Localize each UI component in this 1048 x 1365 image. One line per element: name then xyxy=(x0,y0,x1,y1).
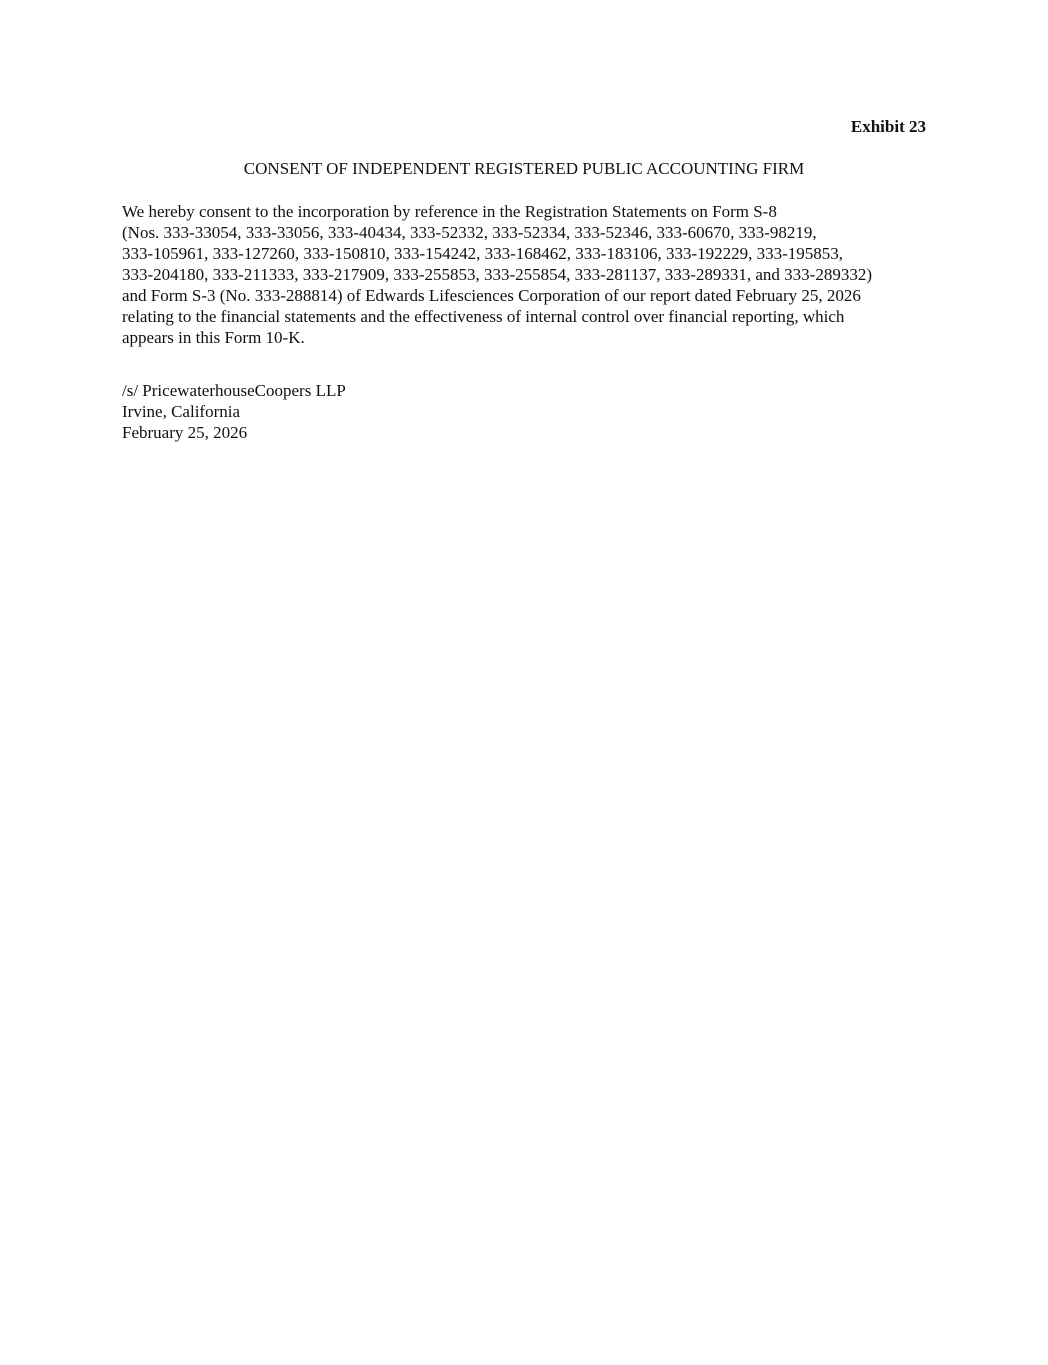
paragraph-line: 333-204180, 333-211333, 333-217909, 333-255853, 333-255854, 333-281137, 333-289331, and 333-289332) xyxy=(122,265,872,284)
paragraph-line: (Nos. 333-33054, 333-33056, 333-40434, 333-52332, 333-52334, 333-52346, 333-60670, 333-98219, xyxy=(122,223,817,242)
document-title: CONSENT OF INDEPENDENT REGISTERED PUBLIC ACCOUNTING FIRM xyxy=(243,159,805,178)
signature-location: Irvine, California xyxy=(122,402,241,421)
paragraph-line: relating to the financial statements and the effectiveness of internal control over financial reporting, which xyxy=(122,307,845,326)
paragraph-line: appears in this Form 10-K. xyxy=(122,328,305,347)
paragraph-line: 333-105961, 333-127260, 333-150810, 333-154242, 333-168462, 333-183106, 333-192229, 333-195853, xyxy=(122,244,844,263)
signature-block xyxy=(122,380,346,443)
signature-firm: /s/ PricewaterhouseCoopers LLP xyxy=(122,381,346,400)
exhibit-label: Exhibit 23 xyxy=(850,117,926,136)
signature-date: February 25, 2026 xyxy=(122,423,248,442)
paragraph-line: We hereby consent to the incorporation by reference in the Registration Statements on Form S-8 xyxy=(122,202,777,221)
consent-paragraph xyxy=(122,201,942,348)
paragraph-line: and Form S-3 (No. 333-288814) of Edwards Lifesciences Corporation of our report dated February 25, 2026 xyxy=(122,286,861,305)
